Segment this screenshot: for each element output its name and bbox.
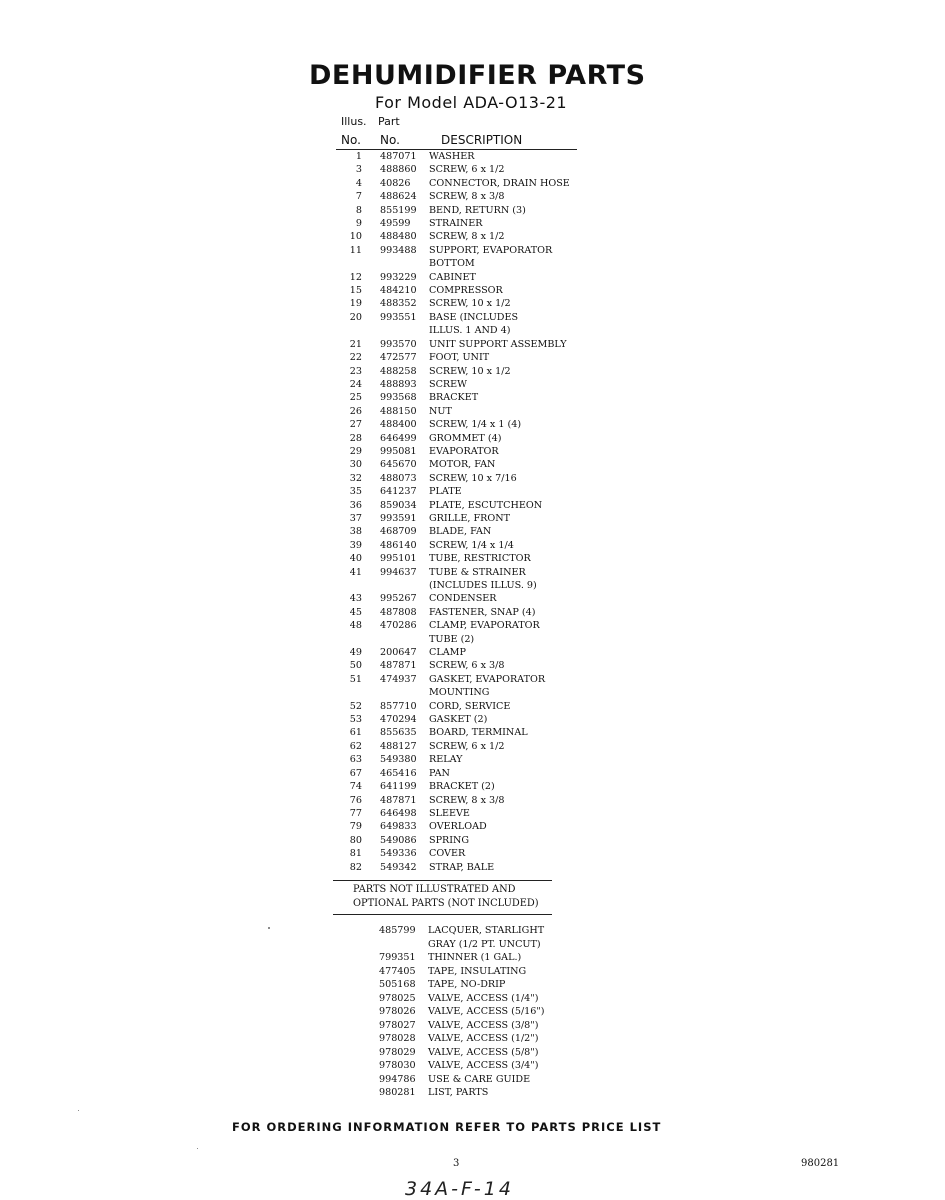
table-row [336, 338, 586, 351]
illus-number: 19 [349, 298, 362, 310]
part-description: TUBE (2) [429, 633, 475, 645]
part-number: 488127 [380, 740, 417, 752]
table-row [336, 820, 586, 833]
table-row [336, 204, 586, 217]
part-number: 646499 [380, 432, 417, 444]
part-number: 799351 [379, 952, 416, 963]
illus-number: 53 [349, 714, 362, 726]
table-row [336, 432, 586, 445]
part-description: SCREW, 8 x 3/8 [429, 191, 505, 203]
part-description: (INCLUDES ILLUS. 9) [429, 580, 537, 591]
part-number: 980281 [379, 1087, 416, 1098]
illus-number: 9 [355, 218, 362, 230]
part-description: BRACKET [429, 392, 479, 404]
part-description: SPRING [429, 834, 470, 846]
illus-number: 24 [349, 378, 362, 390]
illus-number: 15 [349, 285, 362, 297]
illus-number: 79 [349, 821, 362, 833]
illus-number: 76 [349, 794, 362, 806]
part-number: 855635 [380, 727, 417, 739]
illus-number: 20 [349, 311, 362, 323]
illus-number: 50 [349, 660, 362, 672]
part-description: GRILLE, FRONT [429, 512, 511, 524]
table-row [336, 405, 586, 418]
part-number: 40826 [380, 177, 411, 189]
table-row [336, 244, 586, 257]
part-number: 978029 [379, 1046, 416, 1058]
part-description: STRAINER [429, 218, 483, 230]
part-number: 49599 [380, 218, 411, 230]
not-illustrated-heading [353, 883, 539, 911]
part-number: 485799 [379, 925, 416, 936]
table-row [336, 861, 586, 874]
optional-parts-list [375, 924, 595, 1100]
part-description: VALVE, ACCESS (1/4") [428, 992, 539, 1004]
part-description: NUT [429, 405, 452, 417]
illus-number: 12 [349, 271, 362, 283]
table-row [336, 713, 586, 726]
table-row [336, 780, 586, 793]
table-row [336, 230, 586, 243]
part-description: VALVE, ACCESS (5/8") [428, 1046, 539, 1058]
part-number: 487071 [380, 151, 417, 162]
table-row [336, 418, 586, 431]
illus-number: 1 [355, 151, 362, 162]
part-description: SUPPORT, EVAPORATOR [429, 244, 553, 256]
table-row [336, 807, 586, 820]
part-number: 470294 [380, 714, 417, 726]
table-row [336, 525, 586, 538]
list-item [375, 992, 595, 1006]
part-description: LIST, PARTS [428, 1087, 489, 1098]
table-row [336, 794, 586, 807]
part-description: PLATE [429, 486, 462, 498]
illus-number: 39 [349, 539, 362, 551]
part-number: 994637 [380, 566, 417, 578]
part-description: SCREW, 6 x 3/8 [429, 660, 505, 672]
part-description: TUBE, RESTRICTOR [429, 553, 531, 565]
part-description: VALVE, ACCESS (3/8") [428, 1019, 539, 1031]
part-number: 488073 [380, 472, 417, 484]
part-number: 484210 [380, 285, 417, 297]
table-row [336, 485, 586, 498]
part-description: SCREW, 10 x 7/16 [429, 472, 517, 484]
table-row [336, 257, 586, 270]
part-description: MOTOR, FAN [429, 459, 496, 471]
table-row [336, 633, 586, 646]
table-row [336, 539, 586, 552]
part-number: 470286 [380, 620, 417, 632]
table-row [336, 512, 586, 525]
part-number: 641237 [380, 486, 417, 498]
illus-number: 4 [355, 177, 362, 189]
part-number: 549380 [380, 754, 417, 766]
part-description: THINNER (1 GAL.) [428, 952, 522, 963]
part-number: 488480 [380, 231, 417, 243]
illus-number: 8 [355, 204, 362, 216]
ordering-note: FOR ORDERING INFORMATION REFER TO PARTS PRICE LIST [232, 1120, 662, 1134]
part-description: CORD, SERVICE [429, 700, 511, 712]
part-number: 468709 [380, 526, 417, 538]
part-description: CONNECTOR, DRAIN HOSE [429, 177, 570, 189]
part-number: 549336 [380, 848, 417, 860]
part-description: GROMMET (4) [429, 432, 502, 444]
table-row [336, 150, 586, 163]
list-item [375, 1032, 595, 1046]
part-number: 978027 [379, 1019, 416, 1031]
list-item [375, 951, 595, 965]
illus-number: 22 [349, 352, 362, 364]
list-item [375, 1005, 595, 1019]
part-number: 474937 [380, 673, 417, 685]
part-number: 505168 [379, 979, 416, 990]
document-number: 980281 [801, 1158, 840, 1169]
part-number: 978030 [379, 1060, 416, 1071]
list-item [375, 1019, 595, 1033]
illus-no-header: No. [341, 133, 361, 147]
part-description: CLAMP [429, 647, 466, 659]
part-number: 995101 [380, 553, 417, 565]
list-item [375, 1046, 595, 1060]
illus-number: 36 [349, 499, 362, 511]
illus-number: 23 [349, 365, 362, 377]
table-row [336, 686, 586, 699]
table-row [336, 673, 586, 686]
part-number: 993568 [380, 392, 417, 404]
part-number: 857710 [380, 700, 417, 712]
table-row [336, 458, 586, 471]
list-item [375, 924, 595, 938]
part-description: PAN [429, 767, 450, 779]
part-number: 488150 [380, 405, 417, 417]
table-row [336, 659, 586, 672]
table-row [336, 217, 586, 230]
illus-number: 45 [349, 606, 362, 618]
part-number: 995267 [380, 593, 417, 605]
list-item [375, 938, 595, 952]
illus-number: 28 [349, 432, 362, 444]
part-number: 993591 [380, 512, 417, 524]
part-description: SLEEVE [429, 807, 470, 819]
table-row [336, 472, 586, 485]
illus-number: 74 [349, 781, 362, 793]
part-number: 649833 [380, 821, 417, 833]
part-description: SCREW, 10 x 1/2 [429, 298, 511, 310]
illus-number: 62 [349, 740, 362, 752]
not-illustrated-heading-line1: PARTS NOT ILLUSTRATED AND [353, 884, 516, 895]
section-rule-bottom [333, 914, 552, 915]
part-description: FASTENER, SNAP (4) [429, 606, 536, 618]
table-row [336, 365, 586, 378]
part-description: SCREW, 8 x 1/2 [429, 231, 505, 243]
table-row [336, 190, 586, 203]
part-number: 859034 [380, 499, 417, 511]
part-number: 549342 [380, 861, 417, 873]
part-description: SCREW, 1/4 x 1 (4) [429, 419, 522, 431]
part-description: BEND, RETURN (3) [429, 204, 526, 216]
part-number: 645670 [380, 459, 417, 471]
list-item [375, 1086, 595, 1100]
part-number: 994786 [379, 1073, 416, 1085]
part-number: 995081 [380, 445, 417, 457]
illus-number: 41 [349, 566, 362, 578]
illus-number: 25 [349, 392, 362, 404]
illus-number: 82 [349, 861, 362, 873]
illus-number: 32 [349, 472, 362, 484]
part-description: VALVE, ACCESS (3/4") [428, 1060, 539, 1071]
part-description: CONDENSER [429, 593, 497, 605]
part-header-top: Part [378, 115, 400, 128]
part-description: BLADE, FAN [429, 526, 492, 538]
part-description: TAPE, INSULATING [428, 965, 527, 977]
part-description: COVER [429, 848, 466, 860]
table-row [336, 646, 586, 659]
illus-header-top: Illus. [341, 115, 367, 128]
table-row [336, 271, 586, 284]
part-description: OVERLOAD [429, 821, 487, 833]
model-subtitle: For Model ADA-O13-21 [375, 93, 568, 112]
description-header: DESCRIPTION [441, 133, 523, 147]
illus-number: 11 [349, 244, 362, 256]
table-row [336, 324, 586, 337]
part-description: GASKET (2) [429, 714, 488, 726]
table-row [336, 163, 586, 176]
part-description: COMPRESSOR [429, 285, 503, 297]
part-description: LACQUER, STARLIGHT [428, 925, 545, 936]
list-item [375, 965, 595, 979]
part-description: GASKET, EVAPORATOR [429, 673, 546, 685]
table-row [336, 566, 586, 579]
part-description: VALVE, ACCESS (1/2") [428, 1033, 539, 1044]
scan-speck [197, 1148, 198, 1149]
table-row [336, 378, 586, 391]
scan-speck [268, 927, 270, 929]
page-title: DEHUMIDIFIER PARTS [309, 60, 646, 91]
illus-number: 67 [349, 767, 362, 779]
table-row [336, 606, 586, 619]
part-number: 993551 [380, 311, 417, 323]
part-description: BRACKET (2) [429, 781, 495, 793]
part-number: 993570 [380, 338, 417, 350]
table-row [336, 726, 586, 739]
illus-number: 27 [349, 419, 362, 431]
illus-number: 63 [349, 754, 362, 766]
part-number: 488860 [380, 164, 417, 176]
part-number: 465416 [380, 767, 417, 779]
table-row [336, 619, 586, 632]
part-description: CLAMP, EVAPORATOR [429, 620, 540, 632]
part-description: GRAY (1/2 PT. UNCUT) [428, 938, 541, 950]
part-number: 487871 [380, 794, 417, 806]
handwritten-note: 34A-F-14 [405, 1178, 514, 1200]
part-description: BASE (INCLUDES [429, 311, 519, 323]
table-row [336, 740, 586, 753]
part-number: 472577 [380, 352, 417, 364]
part-number: 477405 [379, 965, 416, 977]
part-description: TAPE, NO-DRIP [428, 979, 506, 990]
part-description: STRAP, BALE [429, 861, 495, 873]
illus-number: 7 [355, 191, 362, 203]
part-number: 993488 [380, 244, 417, 256]
part-description: BOTTOM [429, 258, 475, 270]
table-row [336, 700, 586, 713]
table-row [336, 552, 586, 565]
illus-number: 35 [349, 486, 362, 498]
table-row [336, 753, 586, 766]
part-number: 855199 [380, 204, 417, 216]
part-number: 200647 [380, 647, 417, 659]
part-number: 549086 [380, 834, 417, 846]
list-item [375, 1073, 595, 1087]
part-description: SCREW, 6 x 1/2 [429, 740, 505, 752]
part-no-header: No. [380, 133, 400, 147]
illus-number: 30 [349, 459, 362, 471]
table-row [336, 592, 586, 605]
list-item [375, 1059, 595, 1073]
part-description: BOARD, TERMINAL [429, 727, 528, 739]
part-description: WASHER [429, 151, 475, 162]
illus-number: 52 [349, 700, 362, 712]
part-description: SCREW, 1/4 x 1/4 [429, 539, 514, 551]
part-description: SCREW, 6 x 1/2 [429, 164, 505, 176]
illus-number: 26 [349, 405, 362, 417]
illus-number: 21 [349, 338, 362, 350]
part-number: 488624 [380, 191, 417, 203]
part-number: 487871 [380, 660, 417, 672]
illus-number: 81 [349, 848, 362, 860]
table-row [336, 351, 586, 364]
illus-number: 43 [349, 593, 362, 605]
page-number: 3 [453, 1158, 460, 1169]
table-row [336, 579, 586, 592]
part-description: TUBE & STRAINER [429, 566, 526, 578]
part-description: CABINET [429, 271, 476, 283]
part-description: ILLUS. 1 AND 4) [429, 325, 511, 337]
part-description: USE & CARE GUIDE [428, 1073, 531, 1085]
part-number: 488400 [380, 419, 417, 431]
list-item [375, 978, 595, 992]
table-row [336, 391, 586, 404]
part-description: RELAY [429, 754, 463, 766]
illus-number: 3 [355, 164, 362, 176]
part-description: SCREW, 8 x 3/8 [429, 794, 505, 806]
section-rule-top [333, 880, 552, 881]
illus-number: 38 [349, 526, 362, 538]
table-row [336, 499, 586, 512]
illus-number: 49 [349, 647, 362, 659]
table-row [336, 297, 586, 310]
table-row [336, 311, 586, 324]
part-description: SCREW [429, 378, 468, 390]
part-number: 488258 [380, 365, 417, 377]
part-number: 488352 [380, 298, 417, 310]
part-description: SCREW, 10 x 1/2 [429, 365, 511, 377]
part-number: 641199 [380, 781, 417, 793]
part-description: EVAPORATOR [429, 445, 499, 457]
part-description: MOUNTING [429, 687, 490, 699]
part-number: 487808 [380, 606, 417, 618]
illus-number: 61 [349, 727, 362, 739]
table-row [336, 767, 586, 780]
part-description: VALVE, ACCESS (5/16") [428, 1006, 545, 1017]
illus-number: 77 [349, 807, 362, 819]
table-row [336, 834, 586, 847]
table-row [336, 445, 586, 458]
part-description: PLATE, ESCUTCHEON [429, 499, 543, 511]
table-row [336, 847, 586, 860]
illus-number: 48 [349, 620, 362, 632]
part-number: 978025 [379, 992, 416, 1004]
table-row [336, 177, 586, 190]
parts-table [336, 150, 586, 874]
illus-number: 37 [349, 512, 362, 524]
part-number: 993229 [380, 271, 417, 283]
part-number: 978028 [379, 1033, 416, 1044]
part-number: 486140 [380, 539, 417, 551]
not-illustrated-heading-line2: OPTIONAL PARTS (NOT INCLUDED) [353, 898, 539, 909]
part-description: FOOT, UNIT [429, 352, 490, 364]
part-number: 978026 [379, 1006, 416, 1017]
table-row [336, 284, 586, 297]
illus-number: 29 [349, 445, 362, 457]
illus-number: 40 [349, 553, 362, 565]
illus-number: 51 [349, 673, 362, 685]
part-number: 488893 [380, 378, 417, 390]
illus-number: 80 [349, 834, 362, 846]
part-number: 646498 [380, 807, 417, 819]
illus-number: 10 [349, 231, 362, 243]
part-description: UNIT SUPPORT ASSEMBLY [429, 338, 567, 350]
scan-speck [78, 1110, 79, 1111]
